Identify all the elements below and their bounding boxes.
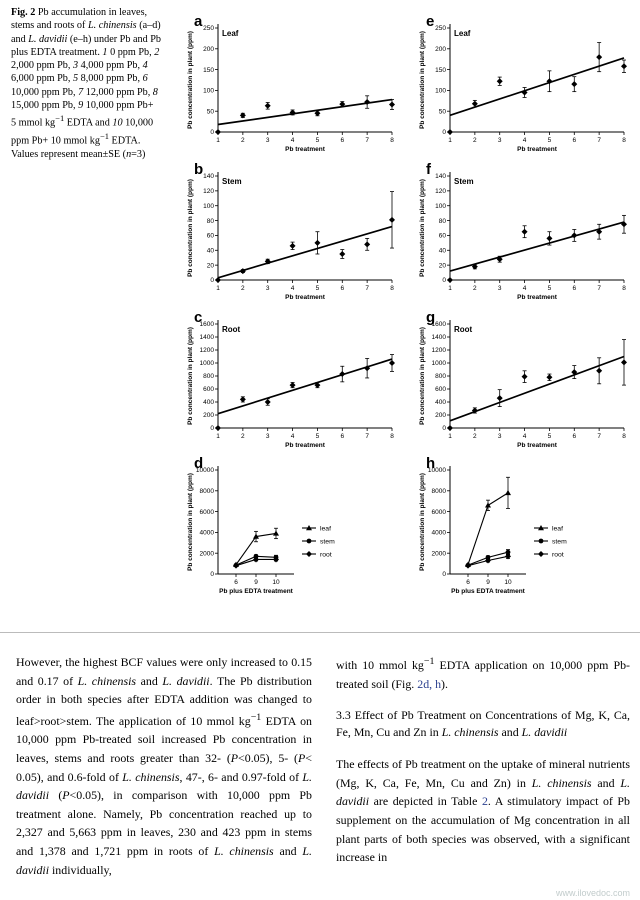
marker-diamond <box>389 360 395 366</box>
marker-diamond <box>215 129 221 135</box>
marker-diamond <box>596 368 602 374</box>
legend-label-leaf: leaf <box>552 525 563 533</box>
x-tick-label: 9 <box>254 579 258 586</box>
y-tick-label: 10000 <box>195 467 214 475</box>
panel-title: Root <box>454 325 473 334</box>
y-tick-label: 0 <box>210 571 214 579</box>
y-axis-label: Pb concentration in plant (ppm) <box>419 31 426 129</box>
chart-panel-f <box>406 160 636 308</box>
paragraph-edta-continued: with 10 mmol $kg^{-1}$ EDTA application on 10,000 ppm Pb-treated soil (Fig. 2d, h). <box>336 656 630 691</box>
panel-letter: f <box>426 161 431 178</box>
x-tick-label: 5 <box>547 433 552 440</box>
y-tick-label: 80 <box>206 217 214 225</box>
y-tick-label: 1400 <box>199 334 214 342</box>
chart-panel-g <box>406 308 636 456</box>
marker-diamond <box>447 129 453 135</box>
y-tick-label: 40 <box>206 247 214 255</box>
x-tick-label: 3 <box>265 285 270 292</box>
chart-panel-c <box>174 308 404 456</box>
x-tick-label: 8 <box>390 137 394 144</box>
body-text-right <box>336 653 630 867</box>
x-tick-label: 1 <box>216 137 220 144</box>
y-tick-label: 2000 <box>431 550 446 558</box>
y-tick-label: 2000 <box>199 550 214 558</box>
y-axis-label: Pb concentration in plant (ppm) <box>419 179 426 277</box>
x-tick-label: 3 <box>497 285 502 292</box>
y-tick-label: 140 <box>203 173 214 181</box>
marker-diamond <box>546 235 552 241</box>
x-tick-label: 7 <box>597 285 601 292</box>
chart-panel-a <box>174 12 404 160</box>
x-tick-label: 6 <box>340 433 345 440</box>
panel-letter: e <box>426 13 435 30</box>
y-tick-label: 200 <box>203 412 214 420</box>
marker-diamond <box>447 277 453 283</box>
marker-diamond <box>290 243 296 249</box>
y-tick-label: 0 <box>442 277 446 285</box>
x-tick-label: 8 <box>622 433 626 440</box>
marker-diamond <box>215 425 221 431</box>
trend-line <box>450 222 624 271</box>
x-tick-label: 4 <box>290 285 295 292</box>
y-tick-label: 1200 <box>431 347 446 355</box>
x-tick-label: 6 <box>572 285 577 292</box>
y-tick-label: 1400 <box>431 334 446 342</box>
marker-diamond <box>240 112 246 118</box>
y-tick-label: 200 <box>203 46 214 53</box>
marker-diamond <box>621 63 627 69</box>
y-tick-label: 100 <box>435 202 446 210</box>
y-tick-label: 0 <box>210 277 214 285</box>
panel-title: Stem <box>454 177 474 186</box>
y-tick-label: 4000 <box>199 529 214 537</box>
y-tick-label: 150 <box>203 66 214 74</box>
marker-diamond <box>265 103 271 109</box>
x-tick-label: 7 <box>365 285 369 292</box>
x-tick-label: 4 <box>522 433 527 440</box>
marker-diamond <box>389 217 395 223</box>
y-tick-label: 800 <box>203 373 214 381</box>
panel-letter: a <box>194 13 203 30</box>
chart-panel-d <box>174 456 404 604</box>
chart-panel-e <box>406 12 636 160</box>
marker-diamond <box>596 54 602 60</box>
x-tick-label: 4 <box>522 285 527 292</box>
marker-diamond <box>447 425 453 431</box>
marker-diamond <box>240 396 246 402</box>
panel-title: Root <box>222 325 241 334</box>
x-tick-label: 1 <box>448 285 452 292</box>
marker-diamond <box>339 251 345 257</box>
marker-diamond <box>290 382 296 388</box>
y-tick-label: 400 <box>435 399 446 407</box>
x-axis-label: Pb plus EDTA treatment <box>219 588 293 595</box>
x-axis-label: Pb plus EDTA treatment <box>451 588 525 595</box>
y-tick-label: 60 <box>206 232 214 240</box>
panel-letter: c <box>194 309 203 326</box>
y-tick-label: 600 <box>435 386 446 394</box>
x-tick-label: 1 <box>448 433 452 440</box>
chart-svg <box>406 12 636 160</box>
y-tick-label: 0 <box>442 129 446 137</box>
y-tick-label: 100 <box>435 87 446 95</box>
y-tick-label: 40 <box>438 247 446 255</box>
x-tick-label: 6 <box>340 137 345 144</box>
legend-label-root: root <box>320 551 332 559</box>
x-tick-label: 6 <box>340 285 345 292</box>
x-axis-label: Pb treatment <box>285 146 325 153</box>
marker-diamond <box>265 399 271 405</box>
y-tick-label: 100 <box>203 202 214 210</box>
marker-diamond <box>306 551 312 557</box>
y-tick-label: 8000 <box>431 488 446 495</box>
x-tick-label: 4 <box>290 137 295 144</box>
x-tick-label: 2 <box>241 433 245 440</box>
x-axis-label: Pb treatment <box>285 294 325 301</box>
y-axis-label: Pb concentration in plant (ppm) <box>419 327 426 425</box>
chart-svg <box>406 308 636 456</box>
x-tick-label: 4 <box>522 137 527 144</box>
marker-diamond <box>314 240 320 246</box>
x-tick-label: 2 <box>473 137 477 144</box>
marker-diamond <box>364 241 370 247</box>
legend-label-root: root <box>552 551 564 559</box>
y-tick-label: 200 <box>435 412 446 420</box>
x-tick-label: 7 <box>597 137 601 144</box>
chart-svg <box>174 160 404 308</box>
x-tick-label: 5 <box>315 433 320 440</box>
y-tick-label: 0 <box>442 571 446 579</box>
chart-panel-b <box>174 160 404 308</box>
x-tick-label: 8 <box>622 285 626 292</box>
x-tick-label: 6 <box>466 579 470 586</box>
x-tick-label: 7 <box>365 433 369 440</box>
watermark: www.ilovedoc.com <box>555 888 630 898</box>
marker-triangle <box>485 502 491 507</box>
marker-diamond <box>571 81 577 87</box>
y-tick-label: 8000 <box>199 488 214 495</box>
y-tick-label: 6000 <box>199 508 214 516</box>
marker-circle <box>307 539 312 544</box>
x-tick-label: 2 <box>241 137 245 144</box>
panel-letter: g <box>426 309 436 326</box>
y-tick-label: 1600 <box>431 321 446 329</box>
panel-title: Leaf <box>222 29 239 38</box>
x-tick-label: 2 <box>473 285 477 292</box>
chart-panel-h <box>406 456 636 604</box>
y-tick-label: 1000 <box>431 360 446 368</box>
chart-svg <box>406 456 636 604</box>
x-tick-label: 5 <box>315 137 320 144</box>
y-tick-label: 100 <box>203 87 214 95</box>
page-divider <box>0 632 640 633</box>
x-tick-label: 3 <box>265 137 270 144</box>
y-tick-label: 120 <box>435 188 446 196</box>
x-tick-label: 9 <box>486 579 490 586</box>
y-tick-label: 200 <box>435 46 446 53</box>
panel-letter: h <box>426 455 436 472</box>
legend-label-leaf: leaf <box>320 525 331 533</box>
marker-triangle <box>505 490 511 495</box>
x-tick-label: 7 <box>597 433 601 440</box>
x-tick-label: 2 <box>241 285 245 292</box>
panel-letter: d <box>194 455 204 472</box>
paragraph-mineral-nutrients: The effects of Pb treatment on the uptake of mineral nutrients (Mg, K, Ca, Fe, Mn, Cu and Zn) in L. chinensis and L. davidii are depicted in Table 2. A stimulatory impact of Pb supplement on the accumulation of Mg concentration in all plant parts of both species was observed, with a significant increase in <box>336 757 631 865</box>
y-tick-label: 1000 <box>199 360 214 368</box>
y-tick-label: 140 <box>435 173 446 181</box>
panel-title: Leaf <box>454 29 471 38</box>
marker-diamond <box>497 395 503 401</box>
x-tick-label: 10 <box>504 579 512 586</box>
chart-svg <box>174 12 404 160</box>
x-tick-label: 3 <box>497 433 502 440</box>
x-tick-label: 8 <box>622 137 626 144</box>
y-tick-label: 250 <box>203 25 214 33</box>
marker-diamond <box>389 102 395 108</box>
y-axis-label: Pb concentration in plant (ppm) <box>419 473 426 571</box>
x-axis-label: Pb treatment <box>285 442 325 449</box>
x-tick-label: 5 <box>315 285 320 292</box>
x-tick-label: 1 <box>216 433 220 440</box>
marker-circle <box>539 539 544 544</box>
x-tick-label: 6 <box>572 137 577 144</box>
panel-title: Stem <box>222 177 242 186</box>
x-tick-label: 4 <box>290 433 295 440</box>
y-tick-label: 120 <box>203 188 214 196</box>
y-axis-label: Pb concentration in plant (ppm) <box>187 31 194 129</box>
section-heading-3-3: 3.3 Effect of Pb Treatment on Concentrations of Mg, K, Ca, Fe, Mn, Cu and Zn in L. chinensis and L. davidii <box>336 708 630 740</box>
y-axis-label: Pb concentration in plant (ppm) <box>187 327 194 425</box>
marker-diamond <box>233 563 239 569</box>
y-tick-label: 80 <box>438 217 446 225</box>
x-tick-label: 8 <box>390 285 394 292</box>
marker-diamond <box>505 553 511 559</box>
y-tick-label: 10000 <box>427 467 446 475</box>
x-tick-label: 8 <box>390 433 394 440</box>
y-tick-label: 50 <box>206 108 214 116</box>
x-tick-label: 1 <box>216 285 220 292</box>
marker-diamond <box>522 374 528 380</box>
y-tick-label: 50 <box>438 108 446 116</box>
chart-svg <box>174 456 404 604</box>
figure-caption: Fig. 2 Pb accumulation in leaves, stems and roots of L. chinensis (a–d) and L. davidii (e–h) under Pb and Pb plus EDTA treatment. 1 0 ppm Pb, 2 2,000 ppm Pb, 3 4,000 ppm Pb, 4 6,000 ppm Pb, 5 8,000 ppm Pb, 6 10,000 ppm Pb, 7 12,000 ppm Pb, 8 15,000 ppm Pb, 9 10,000 ppm Pb+ 5 mmol $kg^{-1}$ EDTA and 10 10,000 ppm Pb+ 10 mmol $kg^{-1}$ EDTA. Values represent mean±SE (n=3) <box>11 7 161 160</box>
marker-triangle <box>273 530 279 535</box>
x-tick-label: 2 <box>473 433 477 440</box>
chart-svg <box>406 160 636 308</box>
x-tick-label: 10 <box>272 579 280 586</box>
marker-diamond <box>497 78 503 84</box>
y-tick-label: 0 <box>210 129 214 137</box>
y-axis-label: Pb concentration in plant (ppm) <box>187 473 194 571</box>
x-tick-label: 3 <box>265 433 270 440</box>
y-tick-label: 0 <box>210 425 214 433</box>
legend-label-stem: stem <box>320 538 335 546</box>
x-tick-label: 6 <box>234 579 238 586</box>
y-tick-label: 400 <box>203 399 214 407</box>
chart-svg <box>174 308 404 456</box>
paragraph-bcf: However, the highest BCF values were only increased to 0.15 and 0.17 of L. chinensis and L. davidii. The Pb distribution order in both species after EDTA addition was changed to leaf>root>stem. The application of 10 mmol $kg^{-1}$ EDTA on 10,000 ppm Pb-treated soil increased Pb concentration in leaves, stems and roots greater than 32- (P<0.05), 5- (P< 0.05), and 0.6-fold of L. chinensis, 47-, 6- and 0.97-fold of L. davidii (P<0.05), in comparison with 10,000 ppm Pb treatment alone. Namely, Pb concentration reached up to 2,327 and 5,663 ppm in leaves, 230 and 423 ppm in stems and 1,378 and 1,721 ppm in roots of L. chinensis and L. davidii individually, <box>16 655 313 877</box>
y-tick-label: 250 <box>435 25 446 33</box>
panel-letter: b <box>194 161 204 178</box>
marker-diamond <box>546 374 552 380</box>
x-tick-label: 7 <box>365 137 369 144</box>
y-tick-label: 800 <box>435 373 446 381</box>
x-tick-label: 5 <box>547 285 552 292</box>
y-tick-label: 4000 <box>431 529 446 537</box>
marker-diamond <box>538 551 544 557</box>
y-axis-label: Pb concentration in plant (ppm) <box>187 179 194 277</box>
y-tick-label: 1200 <box>199 347 214 355</box>
y-tick-label: 60 <box>438 232 446 240</box>
y-tick-label: 20 <box>438 262 446 270</box>
x-tick-label: 6 <box>572 433 577 440</box>
y-tick-label: 600 <box>203 386 214 394</box>
y-tick-label: 20 <box>206 262 214 270</box>
x-axis-label: Pb treatment <box>517 146 557 153</box>
marker-diamond <box>465 563 471 569</box>
x-axis-label: Pb treatment <box>517 294 557 301</box>
marker-diamond <box>522 229 528 235</box>
y-tick-label: 6000 <box>431 508 446 516</box>
x-axis-label: Pb treatment <box>517 442 557 449</box>
x-tick-label: 3 <box>497 137 502 144</box>
y-tick-label: 1600 <box>199 321 214 329</box>
legend-label-stem: stem <box>552 538 567 546</box>
x-tick-label: 5 <box>547 137 552 144</box>
y-tick-label: 150 <box>435 66 446 74</box>
y-tick-label: 0 <box>442 425 446 433</box>
marker-diamond <box>621 359 627 365</box>
x-tick-label: 1 <box>448 137 452 144</box>
body-text-left <box>16 653 312 879</box>
